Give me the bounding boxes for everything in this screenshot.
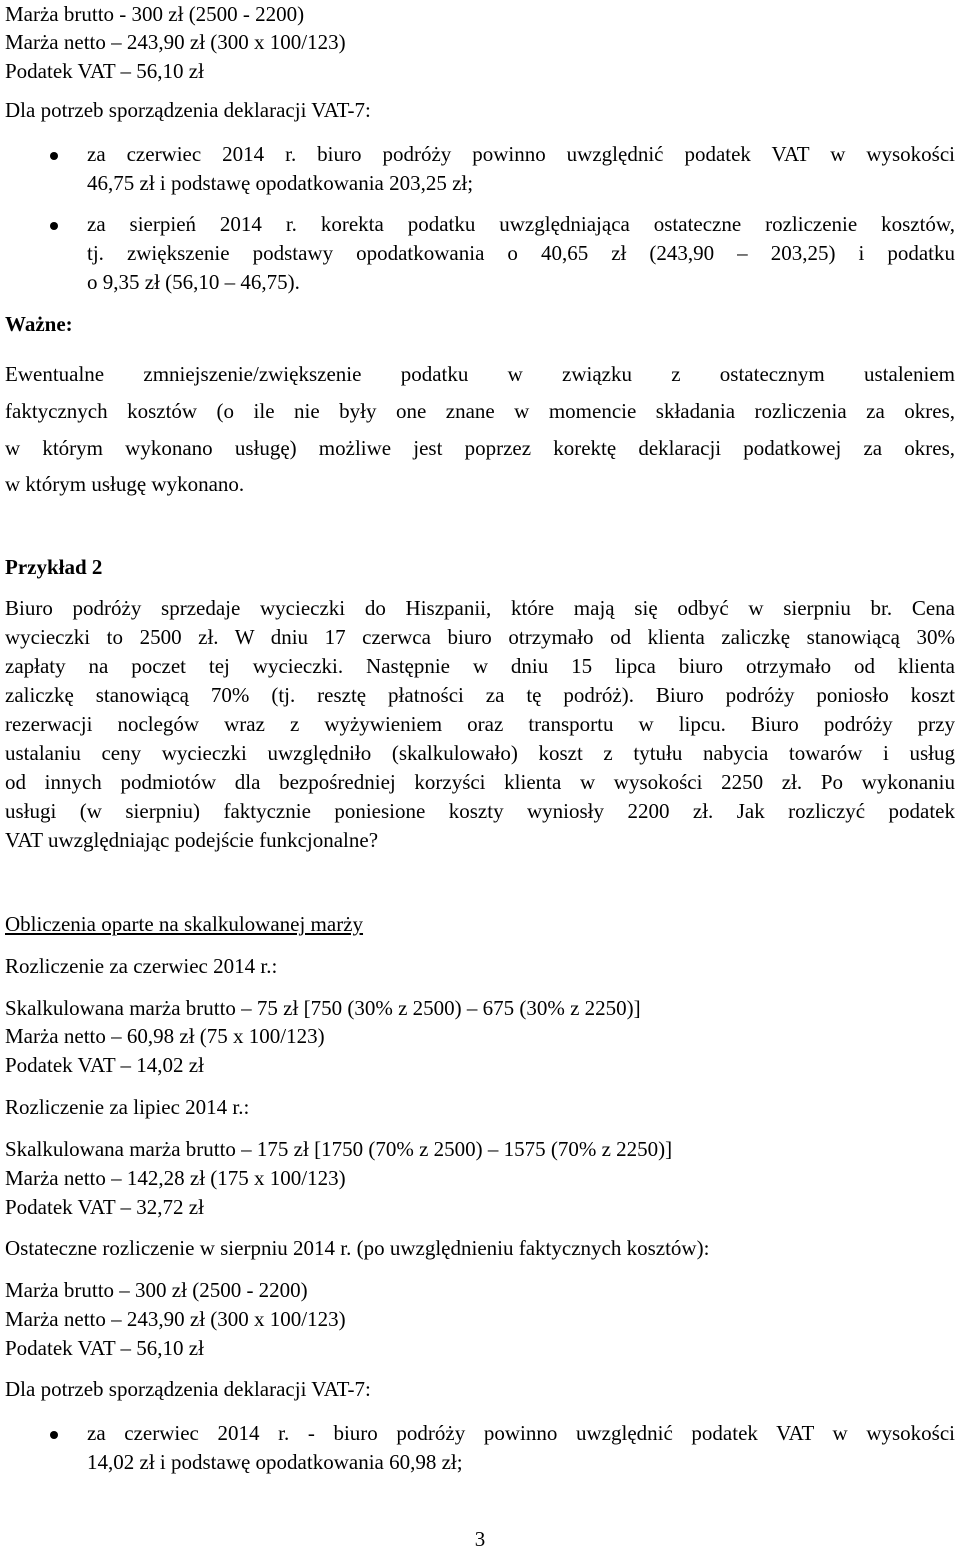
june-net-line: Marża netto – 60,98 zł (75 x 100/123) — [5, 1024, 325, 1048]
vat-line: Podatek VAT – 56,10 zł — [5, 59, 204, 83]
bullet-icon — [50, 152, 58, 160]
bullet3-line2: 14,02 zł i podstawę opodatkowania 60,98 zł; — [87, 1450, 463, 1474]
page-number: 3 — [474, 1527, 486, 1551]
bullet-icon — [50, 222, 58, 230]
example-line5: rezerwacji noclegów wraz z wyżywieniem oraz transportu w lipcu. Biuro podróży przy — [5, 712, 955, 736]
example-line7: od innych podmiotów dla bezpośredniej korzyści klienta w wysokości 2250 zł. Po wykonaniu — [5, 770, 955, 794]
example-line8: usługi (w sierpniu) faktycznie poniesione koszty wyniosły 2200 zł. Jak rozliczyć podatek — [5, 799, 955, 823]
bullet-icon — [50, 1431, 58, 1439]
important-label: Ważne: — [5, 312, 73, 336]
bullet2-line3: o 9,35 zł (56,10 – 46,75). — [87, 270, 300, 294]
calc-heading: Obliczenia oparte na skalkulowanej marży — [5, 912, 364, 936]
bullet3-line1: za czerwiec 2014 r. - biuro podróży powinno uwzględnić podatek VAT w wysokości — [87, 1421, 955, 1445]
final-net-line: Marża netto – 243,90 zł (300 x 100/123) — [5, 1307, 346, 1331]
vat7-heading-2: Dla potrzeb sporządzenia deklaracji VAT-7: — [5, 1377, 371, 1401]
bullet2-line2: tj. zwiększenie podstawy opodatkowania o 40,65 zł (243,90 – 203,25) i podatku — [87, 241, 955, 265]
gross-margin-line: Marża brutto - 300 zł (2500 - 2200) — [5, 2, 305, 26]
bullet1-line1: za czerwiec 2014 r. biuro podróży powinno uwzględnić podatek VAT w wysokości — [87, 142, 955, 166]
important-line1: Ewentualne zmniejszenie/zwiększenie podatku w związku z ostatecznym ustaleniem — [5, 362, 955, 386]
important-line2: faktycznych kosztów (o ile nie były one znane w momencie składania rozliczenia za okres, — [5, 399, 955, 423]
final-gross-line: Marża brutto – 300 zł (2500 - 2200) — [5, 1278, 308, 1302]
july-heading: Rozliczenie za lipiec 2014 r.: — [5, 1095, 250, 1119]
important-line3: w którym wykonano usługę) możliwe jest poprzez korektę deklaracji podatkowej za okres, — [5, 436, 955, 460]
july-gross-line: Skalkulowana marża brutto – 175 zł [1750 (70% z 2500) – 1575 (70% z 2250)] — [5, 1137, 673, 1161]
june-vat-line: Podatek VAT – 14,02 zł — [5, 1053, 204, 1077]
example-line3: zapłaty na poczet tej wycieczki. Następnie w dniu 15 lipca biuro otrzymało od klienta — [5, 654, 955, 678]
example-title: Przykład 2 — [5, 555, 103, 579]
example-line9: VAT uwzględniając podejście funkcjonalne? — [5, 828, 379, 852]
example-line2: wycieczki to 2500 zł. W dniu 17 czerwca biuro otrzymało od klienta zaliczkę stanowiącą 30% — [5, 625, 955, 649]
final-vat-line: Podatek VAT – 56,10 zł — [5, 1336, 204, 1360]
june-gross-line: Skalkulowana marża brutto – 75 zł [750 (30% z 2500) – 675 (30% z 2250)] — [5, 996, 641, 1020]
june-heading: Rozliczenie za czerwiec 2014 r.: — [5, 954, 278, 978]
example-line1: Biuro podróży sprzedaje wycieczki do Hiszpanii, które mają się odbyć w sierpniu br. Cena — [5, 596, 955, 620]
example-line4: zaliczkę stanowiącą 70% (tj. resztę płatności za tę podróż). Biuro podróży poniosło koszt — [5, 683, 955, 707]
net-margin-line: Marża netto – 243,90 zł (300 x 100/123) — [5, 30, 346, 54]
important-line4: w którym usługę wykonano. — [5, 472, 245, 496]
july-net-line: Marża netto – 142,28 zł (175 x 100/123) — [5, 1166, 346, 1190]
july-vat-line: Podatek VAT – 32,72 zł — [5, 1195, 204, 1219]
bullet2-line1: za sierpień 2014 r. korekta podatku uwzględniająca ostateczne rozliczenie kosztów, — [87, 212, 955, 236]
final-heading: Ostateczne rozliczenie w sierpniu 2014 r. (po uwzględnieniu faktycznych kosztów): — [5, 1236, 710, 1260]
bullet1-line2: 46,75 zł i podstawę opodatkowania 203,25 zł; — [87, 171, 474, 195]
example-line6: ustalaniu ceny wycieczki uwzględniło (skalkulowało) koszt z tytułu nabycia towarów i usług — [5, 741, 955, 765]
vat7-heading: Dla potrzeb sporządzenia deklaracji VAT-7: — [5, 98, 371, 122]
